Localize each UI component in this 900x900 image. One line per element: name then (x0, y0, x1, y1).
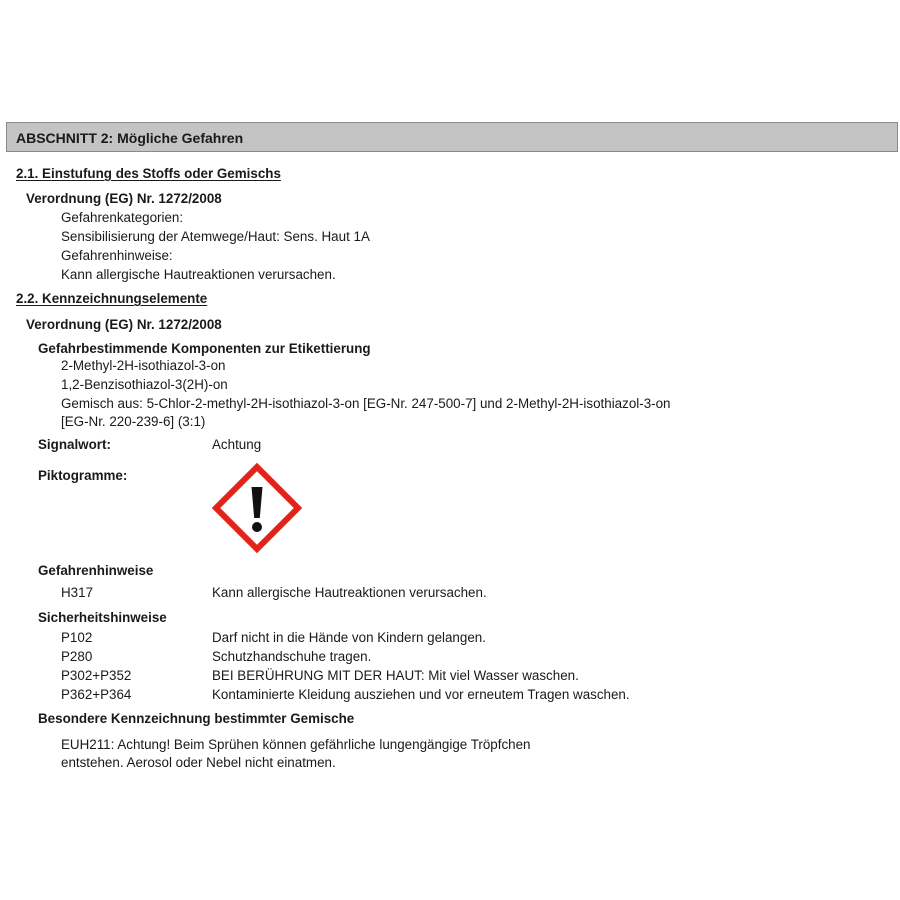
precautionary-code: P362+P364 (61, 687, 132, 702)
regulation-label-2-2: Verordnung (EG) Nr. 1272/2008 (26, 317, 222, 332)
precautionary-text: Schutzhandschuhe tragen. (212, 649, 372, 664)
component-line: Gemisch aus: 5-Chlor-2-methyl-2H-isothiazol-3-on [EG-Nr. 247-500-7] und 2-Methyl-2H-isothiazol-3-on (61, 396, 671, 411)
hazard-code: H317 (61, 585, 94, 600)
precautionary-code: P102 (61, 630, 93, 645)
heading-2-2: 2.2. Kennzeichnungselemente (16, 291, 208, 306)
precautionary-code: P302+P352 (61, 668, 132, 683)
precautionary-code: P280 (61, 649, 93, 664)
component-line: 2-Methyl-2H-isothiazol-3-on (61, 358, 226, 373)
ghs-exclamation-mark-icon (212, 463, 302, 553)
precautionary-text: BEI BERÜHRUNG MIT DER HAUT: Mit viel Wasser waschen. (212, 668, 579, 683)
classification-line: Gefahrenkategorien: (61, 210, 184, 225)
precautionary-statements-heading: Sicherheitshinweise (38, 610, 167, 625)
special-labelling-heading: Besondere Kennzeichnung bestimmter Gemische (38, 711, 355, 726)
special-labelling-line: entstehen. Aerosol oder Nebel nicht einatmen. (61, 755, 336, 770)
hazard-text: Kann allergische Hautreaktionen verursachen. (212, 585, 487, 600)
pictograms-label: Piktogramme: (38, 468, 128, 483)
classification-line: Kann allergische Hautreaktionen verursachen. (61, 267, 336, 282)
section-title: ABSCHNITT 2: Mögliche Gefahren (16, 130, 244, 146)
heading-2-1: 2.1. Einstufung des Stoffs oder Gemischs (16, 166, 281, 181)
component-line: 1,2-Benzisothiazol-3(2H)-on (61, 377, 228, 392)
components-heading: Gefahrbestimmende Komponenten zur Etikettierung (38, 341, 371, 356)
hazard-statements-heading: Gefahrenhinweise (38, 563, 154, 578)
section-header-bar (6, 122, 898, 152)
special-labelling-line: EUH211: Achtung! Beim Sprühen können gefährliche lungengängige Tröpfchen (61, 737, 531, 752)
precautionary-text: Darf nicht in die Hände von Kindern gelangen. (212, 630, 486, 645)
signal-word-label: Signalwort: (38, 437, 111, 452)
precautionary-text: Kontaminierte Kleidung ausziehen und vor erneutem Tragen waschen. (212, 687, 630, 702)
classification-line: Gefahrenhinweise: (61, 248, 173, 263)
classification-line: Sensibilisierung der Atemwege/Haut: Sens. Haut 1A (61, 229, 370, 244)
signal-word-value: Achtung (212, 437, 262, 452)
component-line: [EG-Nr. 220-239-6] (3:1) (61, 414, 206, 429)
regulation-label-2-1: Verordnung (EG) Nr. 1272/2008 (26, 191, 222, 206)
